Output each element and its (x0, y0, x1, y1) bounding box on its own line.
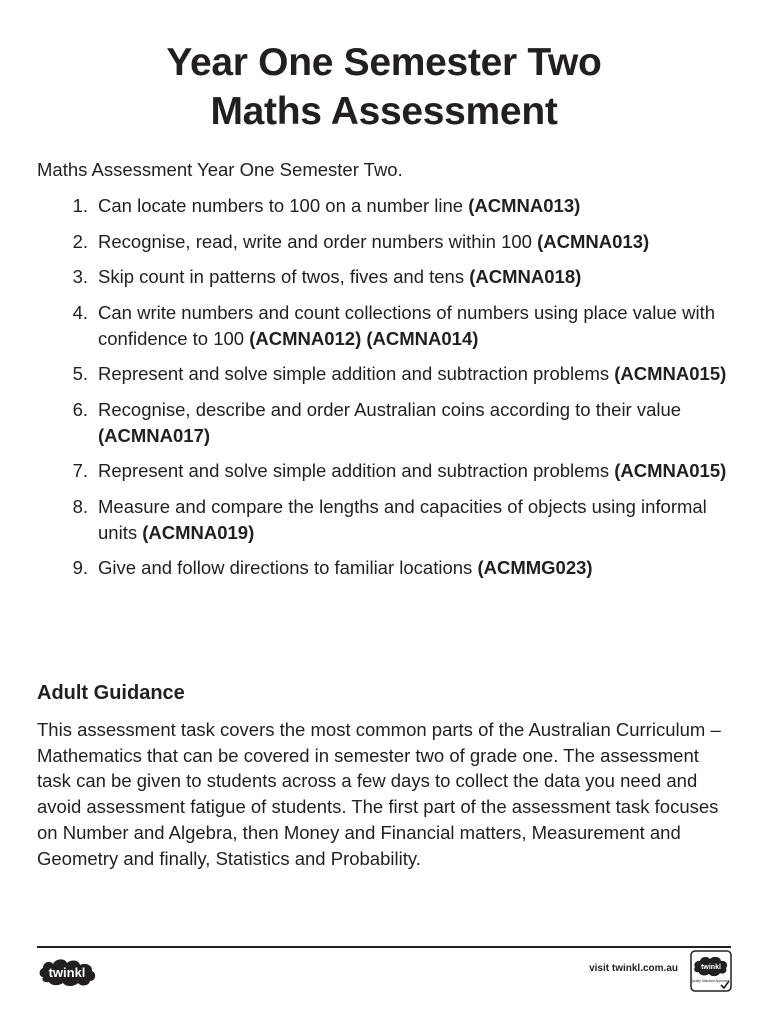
item-code: (ACMNA012) (ACMNA014) (249, 327, 479, 349)
item-text: Skip count in patterns of twos, fives and tens (98, 266, 465, 287)
item-text: Can locate numbers to 100 on a number line (98, 195, 464, 216)
item-code: (ACMNA015) (614, 460, 727, 481)
item-text: Recognise, describe and order Australian coins according to their value (98, 398, 682, 420)
list-item (37, 458, 737, 484)
title-line-2: Maths Assessment (210, 90, 558, 133)
section-heading: Adult Guidance (37, 682, 185, 704)
logo-text: twinkl (48, 965, 86, 980)
item-number: 2. (72, 230, 88, 252)
item-code: (ACMNA013) (468, 195, 581, 216)
list-item (37, 264, 737, 290)
list-item (37, 397, 737, 449)
visit-link[interactable]: visit twinkl.com.au (589, 963, 678, 974)
item-number: 5. (72, 363, 88, 384)
badge-caption: Quality Standard Approved (690, 979, 730, 983)
item-text: Can write numbers and count collections of numbers using place value with confidence to 100 (98, 301, 715, 349)
item-text: Measure and compare the lengths and capacities of objects using informal units (98, 495, 707, 543)
item-text: Represent and solve simple addition and subtraction problems (98, 363, 610, 384)
badge-logo-text: twinkl (701, 964, 721, 971)
title-line-1: Year One Semester Two (166, 41, 602, 84)
guidance-paragraph: This assessment task covers the most common parts of the Australian Curriculum – Mathematics that can be covered in semester two of grade one. The assessment task can be given to students across a few days to collect the data you need and avoid assessment fatigue of students. The first part of the assessment task focuses on Number and Algebra, then Money and Financial matters, Measurement and Geometry and finally, Statistics and Probability. (37, 719, 721, 869)
objectives-list (37, 193, 737, 591)
intro-text: Maths Assessment Year One Semester Two. (37, 159, 403, 180)
item-code: (ACMNA015) (614, 363, 727, 384)
item-code: (ACMNA017) (98, 424, 211, 446)
list-item (37, 300, 737, 352)
item-code: (ACMNA013) (537, 230, 650, 252)
list-item (37, 229, 737, 255)
item-number: 6. (72, 398, 88, 420)
item-text: Represent and solve simple addition and subtraction problems (98, 460, 610, 481)
item-code: (ACMMG023) (477, 557, 593, 578)
item-number: 3. (72, 266, 88, 287)
item-text: Give and follow directions to familiar locations (98, 557, 473, 578)
item-code: (ACMNA019) (142, 521, 255, 543)
quality-badge (690, 950, 732, 992)
item-number: 9. (72, 557, 88, 578)
twinkl-logo[interactable] (37, 955, 99, 989)
footer-divider (37, 946, 731, 948)
list-item (37, 193, 737, 219)
item-number: 1. (72, 195, 88, 216)
page-title (0, 38, 768, 136)
item-code: (ACMNA018) (469, 266, 582, 287)
item-number: 8. (72, 495, 88, 517)
list-item (37, 361, 737, 387)
item-text: Recognise, read, write and order numbers within 100 (98, 230, 532, 252)
item-number: 7. (72, 460, 88, 481)
list-item (37, 494, 737, 546)
item-number: 4. (72, 301, 88, 323)
list-item (37, 555, 737, 581)
